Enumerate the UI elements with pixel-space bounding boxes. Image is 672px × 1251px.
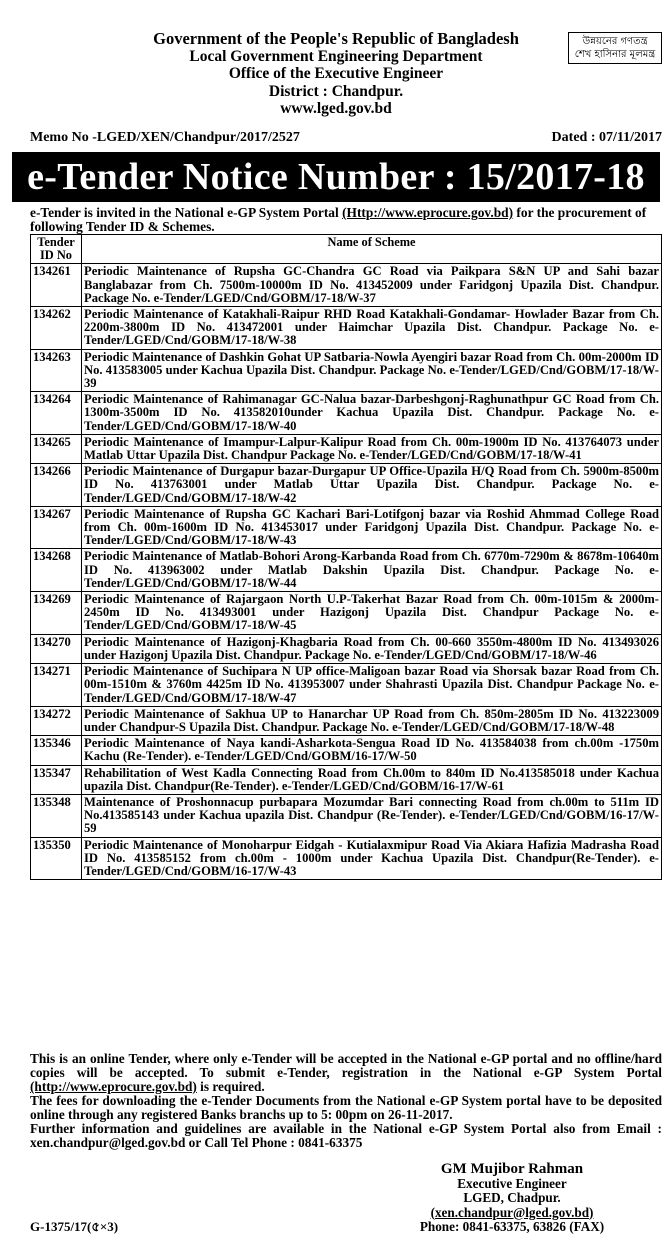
table-row: [31, 706, 662, 735]
footer-paragraph-2: The fees for downloading the e-Tender Documents from the National e-GP System portal have to be deposited online through any registered Banks branchs up to 5: 00pm on 26-11-2017.: [30, 1093, 662, 1122]
table-row: [31, 765, 662, 794]
slogan-line-1: উন্নয়নের গণতন্ত্র: [582, 36, 648, 47]
column-header-tender-id: Tender ID No: [31, 235, 82, 264]
scheme-cell: Periodic Maintenance of Suchipara N UP office-Maligoan bazar Road via Shorsak bazar Road from Ch. 00m-1510m & 3760m 4425m ID No. 413953007 under Shahrasti Upazila Dist. Chandpur Package No. e-Tender/LGED/Cnd/GOBM/17-18/W-47: [82, 664, 662, 707]
signatory-title: Executive Engineer: [457, 1175, 567, 1191]
office-title: Office of the Executive Engineer: [228, 65, 444, 82]
table-row: [31, 264, 662, 307]
table-body: [31, 264, 662, 880]
tender-id-cell: 135350: [31, 837, 82, 880]
table-row: [31, 736, 662, 765]
memo-date: Dated : 07/11/2017: [551, 130, 662, 145]
table-row: [31, 837, 662, 880]
scheme-cell: Periodic Maintenance of Katakhali-Raipur RHD Road Katakhali-Gondamar- Howlader Bazar from Ch. 2200m-3800m ID No. 413472001 under Haimchar Upazila Dist. Chandpur. Package No. e-Tender/LGED/Cnd/GOBM/17-18/W-38: [82, 307, 662, 350]
scheme-cell: Periodic Maintenance of Durgapur bazar-Durgapur UP Office-Upazila H/Q Road from Ch. 5900m-8500m ID No. 413763001 under Matlab Uttar Upazila Dist. Chandpur. Package No. e-Tender/LGED/Cnd/GOBM/17-18/W-42: [82, 464, 662, 507]
intro-text-2: for the procurement of following Tender ID & Schemes.: [30, 205, 647, 234]
intro-paragraph: [30, 206, 662, 234]
tender-id-cell: 134267: [31, 506, 82, 549]
table-row: [31, 794, 662, 837]
scheme-cell: Periodic Maintenance of Rupsha GC-Chandra GC Road via Paikpara S&N UP and Sahi bazar Banglabazar from Ch. 7500m-10000m ID No. 413452009 under Faridgonj Upazila Dist. Chandpur. Package No. e-Tender/LGED/Cnd/GOBM/17-18/W-37: [82, 264, 662, 307]
govt-code: G-1375/17(৫×3): [30, 1219, 119, 1234]
signatory-name: GM Mujibor Rahman: [440, 1161, 584, 1177]
signatory-email[interactable]: (xen.chandpur@lged.gov.bd): [430, 1204, 594, 1220]
table-row: [31, 549, 662, 592]
notice-title-banner: e-Tender Notice Number : 15/2017-18: [12, 152, 660, 202]
footer-text-1a: This is an online Tender, where only e-Tender will be accepted in the National e-GP portal and no offline/hard copies will be accepted. To submit e-Tender, registration in the National e-GP System Portal: [30, 1051, 662, 1080]
column-header-scheme: Name of Scheme: [82, 235, 662, 264]
table-row: [31, 307, 662, 350]
tender-id-cell: 134271: [31, 664, 82, 707]
table-row: [31, 592, 662, 635]
tender-id-cell: 134262: [31, 307, 82, 350]
government-title: Government of the People's Republic of Bangladesh: [153, 29, 519, 48]
tender-id-cell: 134272: [31, 706, 82, 735]
tender-id-cell: 135347: [31, 765, 82, 794]
scheme-cell: Periodic Maintenance of Matlab-Bohori Arong-Karbanda Road from Ch. 6770m-7290m & 8678m-10640m ID No. 413963002 under Matlab Dakshin Upazila Dist. Chandpur. Package No. e-Tender/LGED/Cnd/GOBM/17-18/W-44: [82, 549, 662, 592]
scheme-cell: Periodic Maintenance of Naya kandi-Asharkota-Sengua Road ID No. 413584038 from ch.00m -1750m Kachu (Re-Tender). e-Tender/LGED/Cnd/GOBM/16-17/W-50: [82, 736, 662, 765]
website: www.lged.gov.bd: [280, 100, 392, 117]
scheme-cell: Periodic Maintenance of Hazigonj-Khagbaria Road from Ch. 00-660 3550m-4800m ID No. 413493026 under Hazigonj Upazila Dist. Chandpur. Package No. e-Tender/LGED/Cnd/GOBM/17-18/W-46: [82, 634, 662, 663]
tender-id-cell: 134261: [31, 264, 82, 307]
scheme-cell: Periodic Maintenance of Imampur-Lalpur-Kalipur Road from Ch. 00m-1900m ID No. 413764073 under Matlab Uttar Upazila Dist. Chandpur Package No. e-Tender/LGED/Cnd/GOBM/17-18/W-41: [82, 434, 662, 463]
department-title: Local Government Engineering Department: [189, 47, 483, 65]
scheme-cell: Rehabilitation of West Kadla Connecting Road from Ch.00m to 840m ID No.413585018 under Kachua upazila Dist. Chandpur(Re-Tender). e-Tender/LGED/Cnd/GOBM/16-17/W-61: [82, 765, 662, 794]
district-title: District : Chandpur.: [268, 82, 404, 100]
slogan-box: [568, 32, 662, 64]
signatory-org: LGED, Chadpur.: [463, 1190, 561, 1205]
eprocure-link[interactable]: (Http://www.eprocure.gov.bd): [342, 205, 514, 220]
slogan-line-2: শেখ হাসিনার মূলমন্ত্র: [574, 49, 656, 60]
scheme-cell: Periodic Maintenance of Rupsha GC Kachari Bari-Lotifgonj bazar via Roshid Ahmmad College Road from Ch. 00m-1600m ID No. 413453017 under Faridgonj Upazila Dist. Chandpur. Package No. e-Tender/LGED/Cnd/GOBM/17-18/W-43: [82, 506, 662, 549]
footer-text-1b: is required.: [196, 1079, 265, 1094]
table-row: [31, 634, 662, 663]
footer-paragraph-1: [30, 1052, 662, 1094]
memo-number: Memo No -LGED/XEN/Chandpur/2017/2527: [30, 130, 300, 145]
table-row: [31, 392, 662, 435]
tender-id-cell: 135346: [31, 736, 82, 765]
table-header-row: [31, 235, 662, 264]
table-row: [31, 664, 662, 707]
tender-id-cell: 134268: [31, 549, 82, 592]
tender-id-cell: 134266: [31, 464, 82, 507]
tender-id-cell: 134264: [31, 392, 82, 435]
table-row: [31, 464, 662, 507]
intro-text-1: e-Tender is invited in the National e-GP System Portal: [30, 205, 343, 220]
table-row: [31, 349, 662, 392]
scheme-cell: Periodic Maintenance of Dashkin Gohat UP Satbaria-Nowla Ayengiri bazar Road from Ch. 00m-2000m ID No. 413583005 under Kachua Upazila Dist. Chandpur. Package No. e-Tender/LGED/Cnd/GOBM/17-18/W-39: [82, 349, 662, 392]
signature-block: [362, 1162, 662, 1235]
scheme-cell: Maintenance of Proshonnacup purbapara Mozumdar Bari connecting Road from ch.00m to 511m ID No.413585143 under Kachua upazila Dist. Chandpur (Re-Tender). e-Tender/LGED/Cnd/GOBM/16-17/W-59: [82, 794, 662, 837]
scheme-cell: Periodic Maintenance of Sakhua UP to Hanarchar UP Road from Ch. 850m-2805m ID No. 413223009 under Chandpur-S Upazila Dist. Chandpur. Package No. e-Tender/LGED/Cnd/GOBM/17-18/W-48: [82, 706, 662, 735]
table-row: [31, 434, 662, 463]
signatory-phone: Phone: 0841-63375, 63826 (FAX): [419, 1219, 605, 1234]
scheme-cell: Periodic Maintenance of Rajargaon North U.P-Takerhat Bazar Road from Ch. 00m-1015m & 2000m-2450m ID No. 413493001 under Hazigonj Upazila Dist. Chandpur Package No. e-Tender/LGED/Cnd/GOBM/17-18/W-45: [82, 592, 662, 635]
footer-paragraph-3: Further information and guidelines are available in the National e-GP System Portal also from Email : xen.chandpur@lged.gov.bd or Call Tel Phone : 0841-63375: [30, 1121, 662, 1150]
scheme-cell: Periodic Maintenance of Monoharpur Eidgah - Kutialaxmipur Road Via Akiara Hafizia Madrasha Road ID No. 413585152 from ch.00m - 1000m under Kachua Upazila Dist. Chandpur(Re-Tender). e-Tender/LGED/Cnd/GOBM/16-17/W-43: [82, 837, 662, 880]
scheme-cell: Periodic Maintenance of Rahimanagar GC-Nalua bazar-Darbeshgonj-Raghunathpur GC Road from Ch. 1300m-3500m ID No. 413582010under Kachua Upazila Dist. Chandpur. Package No. e-Tender/LGED/Cnd/GOBM/17-18/W-40: [82, 392, 662, 435]
tender-id-cell: 135348: [31, 794, 82, 837]
table-row: [31, 506, 662, 549]
footer-notes: [30, 1052, 662, 1150]
tender-id-cell: 134269: [31, 592, 82, 635]
tender-id-cell: 134263: [31, 349, 82, 392]
tender-id-cell: 134270: [31, 634, 82, 663]
eprocure-link-footer[interactable]: (http://www.eprocure.gov.bd): [30, 1079, 197, 1094]
tender-table: [30, 234, 662, 880]
tender-id-cell: 134265: [31, 434, 82, 463]
